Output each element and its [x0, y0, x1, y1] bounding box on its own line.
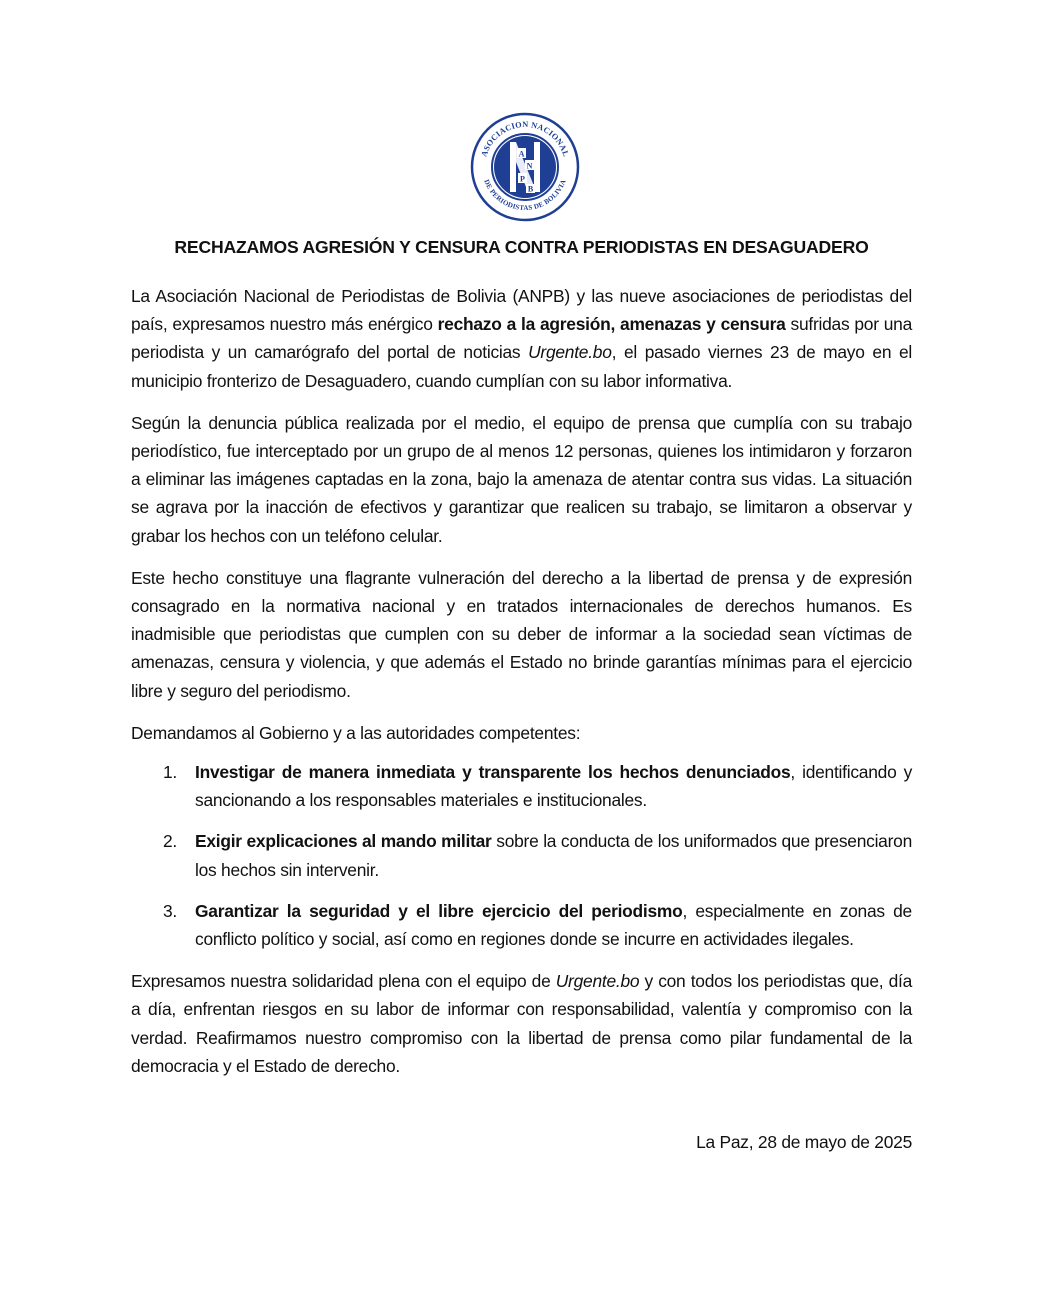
- paragraph-complaint: Según la denuncia pública realizada por el medio, el equipo de prensa que cumplía con su trabajo periodístico, fue interceptado por un grupo de al menos 12 personas, quienes los intimidaron y forzaron a eliminar las imágenes captadas en la zona, bajo la amenaza de atentar contra sus vidas. La situación se agrava por la inacción de efectivos y garantizar que realicen su trabajo, se limitaron a observar y grabar los hechos con un teléfono celular.: [131, 412, 912, 546]
- list-item-number: 2.: [163, 831, 178, 852]
- demands-intro: Demandamos al Gobierno y a las autoridades competentes:: [131, 722, 581, 743]
- anpb-logo: [470, 112, 580, 222]
- logo-letter-a: A: [518, 149, 525, 159]
- paragraph-intro-bold: rechazo a la agresión, amenazas y censura: [437, 314, 786, 335]
- place-date-signoff: La Paz, 28 de mayo de 2025: [696, 1132, 912, 1152]
- paragraph-intro: [131, 282, 912, 395]
- list-item-text: , especialmente en zonas de conflicto político y social, así como en regiones donde se incurre en actividades ilegales.: [195, 900, 912, 950]
- demands-list: [131, 758, 912, 953]
- logo-letter-n: N: [526, 161, 533, 171]
- list-item: [131, 758, 912, 814]
- document-title: RECHAZAMOS AGRESIÓN Y CENSURA CONTRA PERIODISTAS EN DESAGUADERO: [174, 237, 869, 257]
- list-item: [131, 897, 912, 953]
- anpb-seal-icon: [470, 112, 580, 222]
- logo-letter-p: P: [520, 174, 525, 184]
- ring-text-bottom: DE PERIODISTAS DE BOLIVIA: [482, 178, 568, 213]
- list-item-bold: Garantizar la seguridad y el libre ejercicio del periodismo: [195, 900, 683, 921]
- list-item-number: 1.: [163, 762, 178, 783]
- paragraph-intro-outlet: Urgente.bo: [528, 342, 612, 363]
- list-item-text: sobre la conducta de los uniformados que presenciaron los hechos sin intervenir.: [195, 831, 912, 880]
- document-body: [131, 282, 912, 1094]
- paragraph-intro-text-3: , el pasado viernes 23 de mayo en el municipio fronterizo de Desaguadero, cuando cumplían con su labor informativa.: [131, 342, 912, 391]
- list-item-number: 3.: [163, 900, 178, 921]
- ring-text-top: ASOCIACION NACIONAL: [479, 119, 571, 158]
- list-item-text: , identificando y sancionando a los responsables materiales e institucionales.: [195, 762, 913, 811]
- paragraph-intro-text-2: sufridas por una periodista y un camarógrafo del portal de noticias: [131, 314, 912, 363]
- paragraph-solidarity-outlet: Urgente.bo: [555, 971, 640, 992]
- paragraph-solidarity-text-2: y con todos los periodistas que, día a día, enfrentan riesgos en su labor de informar con responsabilidad, valentía y compromiso con la verdad. Reafirmamos nuestro compromiso con la libertad de prensa como pilar fundamental de la democracia y el Estado de derecho.: [131, 971, 912, 1076]
- list-item-bold: Exigir explicaciones al mando militar: [195, 831, 492, 852]
- list-item: [131, 827, 912, 883]
- list-item-bold: Investigar de manera inmediata y transparente los hechos denunciados: [195, 762, 791, 783]
- paragraph-solidarity: [131, 967, 912, 1080]
- paragraph-intro-text-1: La Asociación Nacional de Periodistas de Bolivia (ANPB) y las nueve asociaciones de periodistas del país, expresamos nuestro más enérgico: [131, 286, 912, 335]
- paragraph-solidarity-text-1: Expresamos nuestra solidaridad plena con el equipo de: [131, 971, 556, 992]
- logo-letter-b: B: [527, 184, 534, 194]
- paragraph-violation: Este hecho constituye una flagrante vulneración del derecho a la libertad de prensa y de expresión consagrado en la normativa nacional y en tratados internacionales de derechos humanos. Es inadmisible que periodistas que cumplen con su deber de informar a la sociedad sean víctimas de amenazas, censura y violencia, y que además el Estado no brinde garantías mínimas para el ejercicio libre y seguro del periodismo.: [131, 567, 912, 701]
